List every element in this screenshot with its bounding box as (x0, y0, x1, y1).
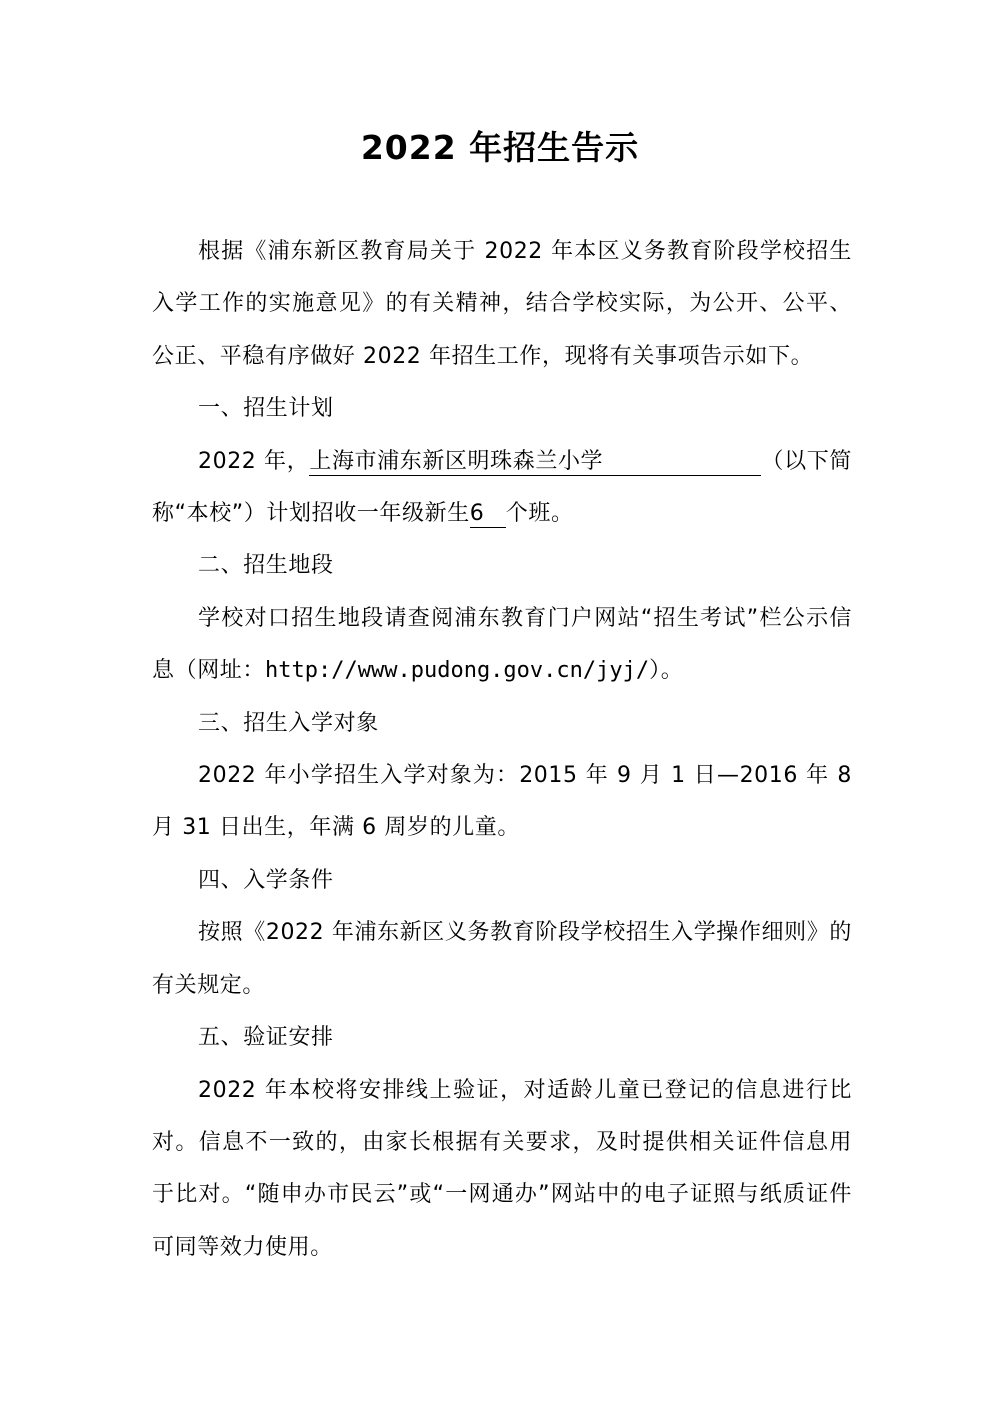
intro-paragraph: 根据《浦东新区教育局关于 2022 年本区义务教育阶段学校招生入学工作的实施意见》的有关精神，结合学校实际，为公开、公平、公正、平稳有序做好 2022 年招生工作，现将有关事项告示如下。 (152, 239, 852, 369)
page-title: 2022 年招生告示 (360, 128, 640, 167)
section-heading-enrollment-plan: 一、招生计划 (198, 396, 334, 422)
section-heading-admission-conditions: 四、入学条件 (198, 867, 334, 893)
school-name-field: 上海市浦东新区明珠森兰小学 (309, 449, 761, 476)
enrollment-plan-paragraph (152, 436, 852, 541)
enrollment-zone-text-end: ）。 (649, 658, 684, 684)
verification-paragraph: 2022 年本校将安排线上验证，对适龄儿童已登记的信息进行比对。信息不一致的，由家长根据有关要求，及时提供相关证件信息用于比对。“随申办市民云”或“一网通办”网站中的电子证照与纸质证件可同等效力使用。 (152, 1077, 852, 1260)
enrollment-plan-suffix: 个班。 (505, 501, 574, 527)
enrollment-plan-mid: （以下简称“本校”）计划招收一年级新生 (152, 448, 852, 527)
portal-url: http://www.pudong.gov.cn/jyj/ (265, 658, 650, 684)
document-body (152, 226, 852, 1274)
enrollment-plan-prefix: 2022 年， (198, 448, 310, 474)
class-count-field: 6 (470, 501, 506, 528)
enrollment-zone-text: 学校对口招生地段请查阅浦东教育门户网站“招生考试”栏公示信息（网址： (152, 605, 852, 684)
enrollment-zone-paragraph (152, 593, 852, 698)
section-heading-verification: 五、验证安排 (198, 1025, 334, 1051)
section-heading-enrollment-zone: 二、招生地段 (198, 553, 334, 579)
eligible-children-paragraph: 2022 年小学招生入学对象为：2015 年 9 月 1 日—2016 年 8 月 31 日出生，年满 6 周岁的儿童。 (152, 763, 852, 841)
admission-conditions-paragraph: 按照《2022 年浦东新区义务教育阶段学校招生入学操作细则》的有关规定。 (152, 920, 852, 998)
section-heading-eligible-children: 三、招生入学对象 (198, 710, 379, 736)
